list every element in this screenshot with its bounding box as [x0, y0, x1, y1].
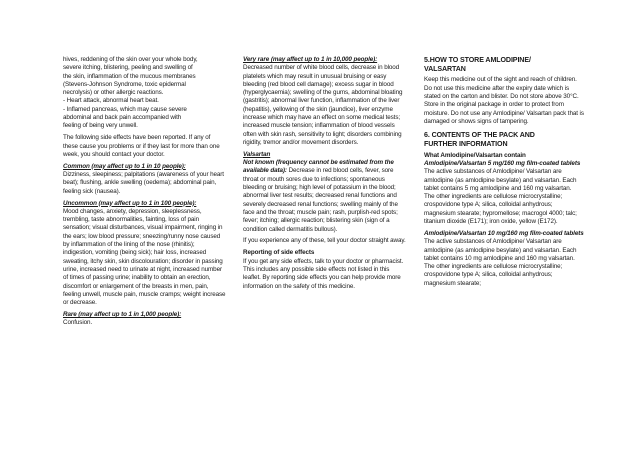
contains-heading: What Amlodipine/Valsartan contain	[424, 151, 526, 159]
intro-line: severe itching, blistering, peeling and swelling of	[63, 64, 193, 72]
uncommon-section	[63, 200, 226, 308]
section-6-heading-line: 6. CONTENTS OF THE PACK AND	[424, 131, 535, 140]
intro-line: - Heart attack, abnormal heart beat.	[63, 97, 159, 105]
section-6-heading-line: FURTHER INFORMATION	[424, 140, 508, 149]
section-5-heading-line: 5.HOW TO STORE AMLODIPINE/	[424, 56, 531, 64]
column-left	[63, 56, 226, 331]
tablet-2-active: The active substances of Amlodipine/ Valsartan are amlodipine (as amlodipine besylate) and valsartan. Each tablet contains 10 mg amlodipine and 160 mg valsartan.	[424, 238, 577, 262]
reporting-section	[243, 249, 406, 290]
intro-line: (Stevens-Johnson Syndrome, toxic epidermal	[63, 80, 186, 88]
column-middle	[243, 56, 406, 294]
section-5-heading	[424, 56, 584, 74]
common-text: Dizziness, sleepiness; palpitations (awareness of your heart beat); flushing, ankle swelling (oedema); abdominal pain, feeling sick (nausea).	[63, 171, 224, 195]
uncommon-text: Mood changes, anxiety, depression, sleeplessness, trembling, taste abnormalities, fainting, loss of pain sensation; visual disturbances, visual impairment, ringing in the ears; low blood pressure; sneezing/runny nose caused by inflammation of the lining of the nose (rhinitis); indigestion, vomiting (being sick); hair loss, increased sweating, itchy skin, skin discolouration; disorder in passing urine, increased need to urinate at night, increased number of times of passing urine; inability to obtain an erection, discomfort or enlargement of the breasts in men, pain, feeling unwell, muscle pain, muscle cramps; weight increase or decrease.	[63, 207, 226, 307]
section-6-heading	[424, 131, 584, 149]
tablet-2-heading: Amlodipine/Valsartan 10 mg/160 mg film-coated tablets	[424, 229, 584, 237]
storage-text: Keep this medicine out of the sight and reach of children. Do not use this medicine after the expiry date which is stated on the carton and blister. Do not store above 30°C. Store in the original package in order to protect from moisture. Do not use any Amlodipine/ Valsartan pack that is damaged or shows signs of tampering.	[424, 76, 584, 125]
uncommon-heading: Uncommon (may affect up to 1 in 100 people):	[63, 199, 197, 207]
intro-paragraph	[63, 56, 226, 131]
common-section	[63, 163, 226, 196]
very-rare-heading: Very rare (may affect up to 1 in 10,000 people):	[243, 56, 378, 63]
following-paragraph: The following side effects have been reported. If any of these cause you problems or if they last for more than one week, you should contact your doctor.	[63, 134, 220, 158]
intro-line: necrolysis) or other allergic reactions.	[63, 89, 164, 97]
intro-line: abdominal and back pain accompanied with	[63, 114, 182, 122]
not-known-heading: Not known (frequency cannot be estimated from the available data):	[243, 159, 394, 175]
tablet-2-other: The other ingredients are cellulose microcrystalline; crospovidone type A; silica, colloidal anhydrous; magnesium stearate;	[424, 263, 563, 287]
intro-line: - Inflamed pancreas, which may cause severe	[63, 105, 187, 113]
tablet-1-active: The active substances of Amlodipine/ Valsartan are amlodipine (as amlodipine besylate) and valsartan. Each tablet contains 5 mg amlodipine and 160 mg valsartan.	[424, 168, 577, 192]
intro-line: the skin, inflammation of the mucous membranes	[63, 72, 196, 80]
valsartan-section	[243, 151, 406, 234]
reporting-heading: Reporting of side effects	[243, 249, 315, 257]
tablet-2-section	[424, 230, 584, 288]
valsartan-heading: Valsartan	[243, 150, 271, 158]
not-known-text: Decrease in red blood cells, fever, sore throat or mouth sores due to infections; spontaneous bleeding or bruising; high level of potassium in the blood; abnormal liver test results; decreased renal functions and severely decreased renal functions; swelling mainly of the face and the throat; muscle pain; rash, purplish-red spots; fever; itching; allergic reaction; blistering skin (sign of a condition called dermatitis bullous).	[243, 167, 398, 233]
section-5-heading-line: VALSARTAN	[424, 65, 466, 74]
reporting-text: If you get any side effects, talk to your doctor or pharmacist. This includes any possible side effects not listed in this leaflet. By reporting side effects you can help provide more information on the safety of this medicine.	[243, 257, 404, 290]
tablet-1-other: The other ingredients are cellulose microcrystalline; crospovidone type A; silica, colloidal anhydrous; magnesium stearate; hypromellose; macrogol 4000; talc; titanium dioxide (E171); iron oxide, yellow (E172).	[424, 193, 577, 226]
column-right	[424, 56, 584, 292]
tablet-1-section	[424, 152, 584, 227]
very-rare-text: Decreased number of white blood cells, decrease in blood platelets which may result in unusual bruising or easy bleeding (red blood cell damage); excess sugar in blood (hyperglycaemia); swelling of the gums, abdominal bloating (gastritis); abnormal liver function, inflammation of the liver (hepatitis), yellowing of the skin (jaundice), liver enzyme increase which may have an effect on some medical tests; increased muscle tension; inflammation of blood vessels often with skin rash, sensitivity to light; disorders combining rigidity, tremor and/or movement disorders.	[243, 64, 403, 146]
tell-doctor-paragraph: If you experience any of these, tell your doctor straight away.	[243, 237, 406, 245]
rare-text: Confusion.	[63, 319, 93, 327]
tablet-1-heading: Amlodipine/Valsartan 5 mg/160 mg film-coated tablets	[424, 159, 581, 167]
very-rare-section	[243, 56, 406, 147]
intro-line: hives, reddening of the skin over your whole body,	[63, 56, 198, 63]
common-heading: Common (may affect up to 1 in 10 people):	[63, 162, 186, 170]
rare-section	[63, 311, 226, 328]
intro-line: feeling of being very unwell.	[63, 122, 138, 130]
rare-heading: Rare (may affect up to 1 in 1,000 people):	[63, 310, 182, 318]
